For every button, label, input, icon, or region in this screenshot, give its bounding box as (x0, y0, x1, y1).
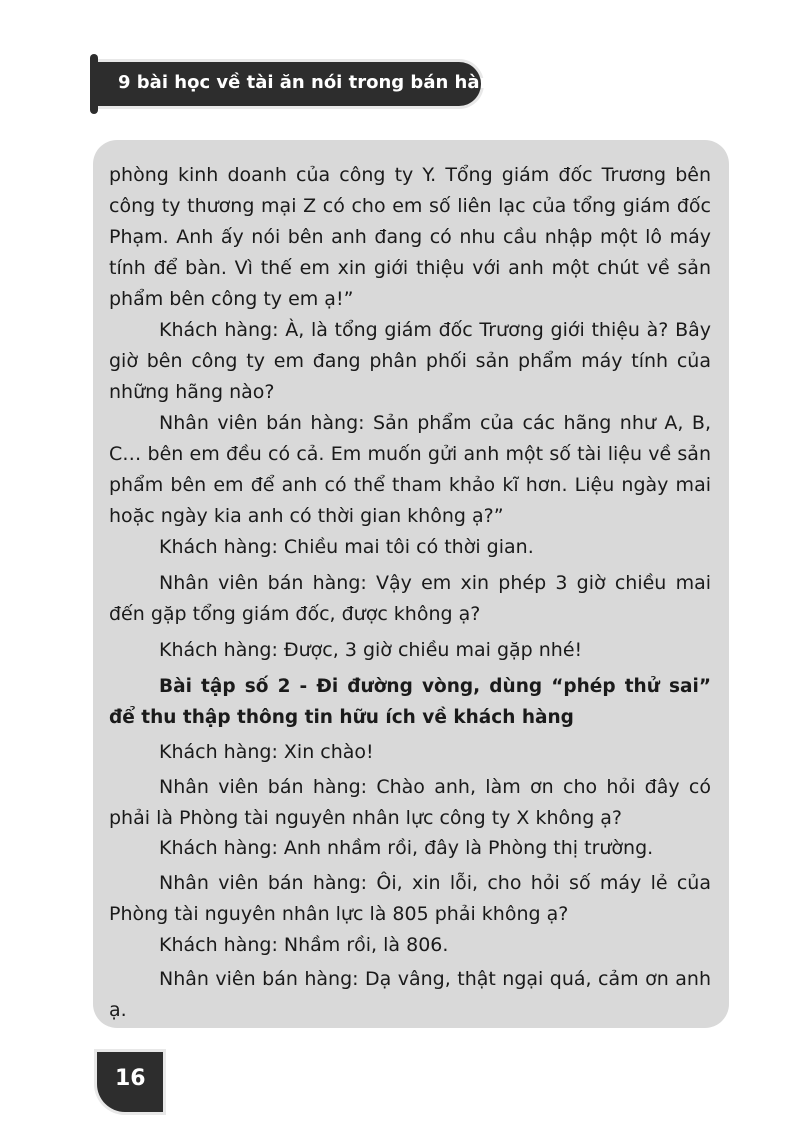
paragraph-sales-3: Nhân viên bán hàng: Chào anh, làm ơn cho hỏi đây có phải là Phòng tài nguyên nhân lực công ty X không ạ? (109, 776, 711, 829)
paragraph-sales-2: Nhân viên bán hàng: Vậy em xin phép 3 giờ chiều mai đến gặp tổng giám đốc, được không ạ? (109, 572, 711, 625)
page-number-tab (97, 1052, 163, 1112)
paragraph-customer-5: Khách hàng: Anh nhầm rồi, đây là Phòng thị trường. (159, 837, 654, 859)
paragraph-customer-4: Khách hàng: Xin chào! (159, 741, 374, 763)
paragraph-customer-2: Khách hàng: Chiều mai tôi có thời gian. (159, 536, 534, 558)
paragraph-intro: phòng kinh doanh của công ty Y. Tổng giám đốc Trương bên công ty thương mại Z có cho em số liên lạc của tổng giám đốc Phạm. Anh ấy nói bên anh đang có nhu cầu nhập một lô máy tính để bàn. Vì thế em xin giới thiệu với anh một chút về sản phẩm bên công ty em ạ!” (109, 164, 711, 310)
page-number: 16 (115, 1066, 146, 1091)
chapter-title: 9 bài học về tài ăn nói trong bán hàng (118, 72, 506, 93)
paragraph-sales-4: Nhân viên bán hàng: Ôi, xin lỗi, cho hỏi số máy lẻ của Phòng tài nguyên nhân lực là 805 phải không ạ? (109, 872, 711, 925)
paragraph-customer-1: Khách hàng: À, là tổng giám đốc Trương giới thiệu à? Bây giờ bên công ty em đang phân phối sản phẩm máy tính của những hãng nào? (109, 319, 711, 403)
exercise-heading: Bài tập số 2 - Đi đường vòng, dùng “phép thử sai” để thu thập thông tin hữu ích về khách hàng (109, 676, 711, 728)
paragraph-sales-5: Nhân viên bán hàng: Dạ vâng, thật ngại quá, cảm ơn anh ạ. (109, 968, 711, 1021)
paragraph-customer-3: Khách hàng: Được, 3 giờ chiều mai gặp nhé! (159, 639, 583, 661)
paragraph-customer-6: Khách hàng: Nhầm rồi, là 806. (159, 934, 449, 956)
chapter-header (96, 62, 506, 106)
paragraph-sales-1: Nhân viên bán hàng: Sản phẩm của các hãng như A, B, C… bên em đều có cả. Em muốn gửi anh một số tài liệu về sản phẩm bên em để anh có thể tham khảo kĩ hơn. Liệu ngày mai hoặc ngày kia anh có thời gian không ạ?” (109, 412, 711, 527)
